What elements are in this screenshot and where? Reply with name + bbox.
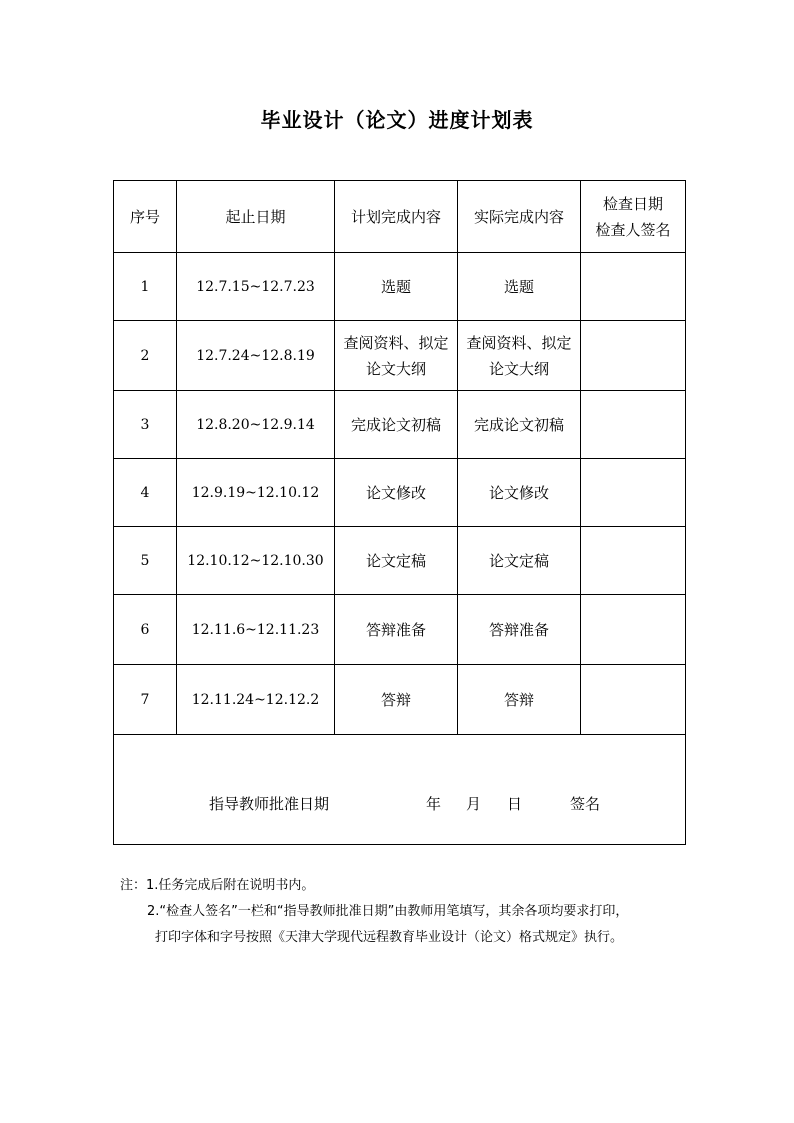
note-line-3: 打印字体和字号按照《天津大学现代远程教育毕业设计（论文）格式规定》执行。 [155, 930, 624, 945]
row-actual [458, 527, 581, 595]
row-period: 12.11.6~12.11.23 [177, 595, 335, 665]
row-seq: 2 [114, 321, 177, 391]
row-actual [458, 391, 581, 459]
row-period: 12.7.15~12.7.23 [177, 253, 335, 321]
note-line-2: 2.“检查人签名”一栏和“指导教师批准日期”由教师用笔填写，其余各项均要求打印， [147, 904, 629, 919]
note-line-1: 注：1.任务完成后附在说明书内。 [120, 878, 315, 893]
row-seq: 1 [114, 253, 177, 321]
row-seq: 3 [114, 391, 177, 459]
header-check-date: 检查日期 [602, 194, 663, 213]
row-check[interactable] [581, 459, 686, 527]
row-seq: 7 [114, 665, 177, 735]
row-planned [335, 459, 458, 527]
row-planned-line: 论文定稿 [365, 551, 426, 570]
approval-label: 指导教师批准日期 [209, 795, 330, 813]
row-check[interactable] [581, 391, 686, 459]
table-row [114, 527, 686, 595]
row-actual [458, 253, 581, 321]
row-actual-line: 答辩 [503, 690, 534, 709]
row-planned-line: 完成论文初稿 [350, 415, 441, 434]
notes [120, 873, 700, 951]
row-actual [458, 595, 581, 665]
page-title: 毕业设计（论文）进度计划表 [260, 108, 534, 132]
row-planned-line: 查阅资料、拟定 [343, 333, 449, 352]
table-row [114, 595, 686, 665]
row-actual [458, 665, 581, 735]
approval-year: 年 [426, 795, 442, 813]
header-actual: 实际完成内容 [458, 181, 581, 253]
row-planned-line: 答辩 [380, 690, 411, 709]
approval-day: 日 [507, 795, 523, 813]
header-seq: 序号 [114, 181, 177, 253]
header-check [581, 181, 686, 253]
row-actual-line: 论文大纲 [488, 359, 549, 378]
table-header-row [114, 181, 686, 253]
row-check[interactable] [581, 595, 686, 665]
table-row [114, 459, 686, 527]
row-planned [335, 527, 458, 595]
row-actual-line: 论文修改 [488, 483, 549, 502]
row-check[interactable] [581, 527, 686, 595]
row-planned [335, 595, 458, 665]
row-actual-line: 论文定稿 [488, 551, 549, 570]
row-actual [458, 321, 581, 391]
row-check[interactable] [581, 253, 686, 321]
table-row [114, 391, 686, 459]
row-planned-line: 选题 [380, 277, 411, 296]
row-planned [335, 321, 458, 391]
table-row [114, 253, 686, 321]
header-check-signer: 检查人签名 [595, 220, 671, 239]
row-actual-line: 完成论文初稿 [473, 415, 564, 434]
row-period: 12.9.19~12.10.12 [177, 459, 335, 527]
row-check[interactable] [581, 665, 686, 735]
row-check[interactable] [581, 321, 686, 391]
header-planned: 计划完成内容 [335, 181, 458, 253]
header-period: 起止日期 [177, 181, 335, 253]
row-actual-line: 查阅资料、拟定 [466, 333, 572, 352]
table-row [114, 321, 686, 391]
row-period: 12.10.12~12.10.30 [177, 527, 335, 595]
approval-line [114, 791, 685, 817]
row-planned-line: 答辩准备 [365, 620, 426, 639]
row-seq: 5 [114, 527, 177, 595]
row-period: 12.8.20~12.9.14 [177, 391, 335, 459]
row-planned [335, 665, 458, 735]
row-period: 12.7.24~12.8.19 [177, 321, 335, 391]
approval-row [114, 735, 686, 845]
row-seq: 4 [114, 459, 177, 527]
progress-plan-table [113, 180, 686, 845]
approval-month: 月 [466, 795, 482, 813]
row-actual-line: 答辩准备 [488, 620, 549, 639]
row-planned-line: 论文大纲 [365, 359, 426, 378]
table-row [114, 665, 686, 735]
row-planned [335, 391, 458, 459]
row-period: 12.11.24~12.12.2 [177, 665, 335, 735]
row-seq: 6 [114, 595, 177, 665]
approval-signature: 签名 [570, 795, 601, 813]
row-planned [335, 253, 458, 321]
row-actual-line: 选题 [503, 277, 534, 296]
row-planned-line: 论文修改 [365, 483, 426, 502]
approval-cell[interactable] [114, 735, 686, 845]
row-actual [458, 459, 581, 527]
